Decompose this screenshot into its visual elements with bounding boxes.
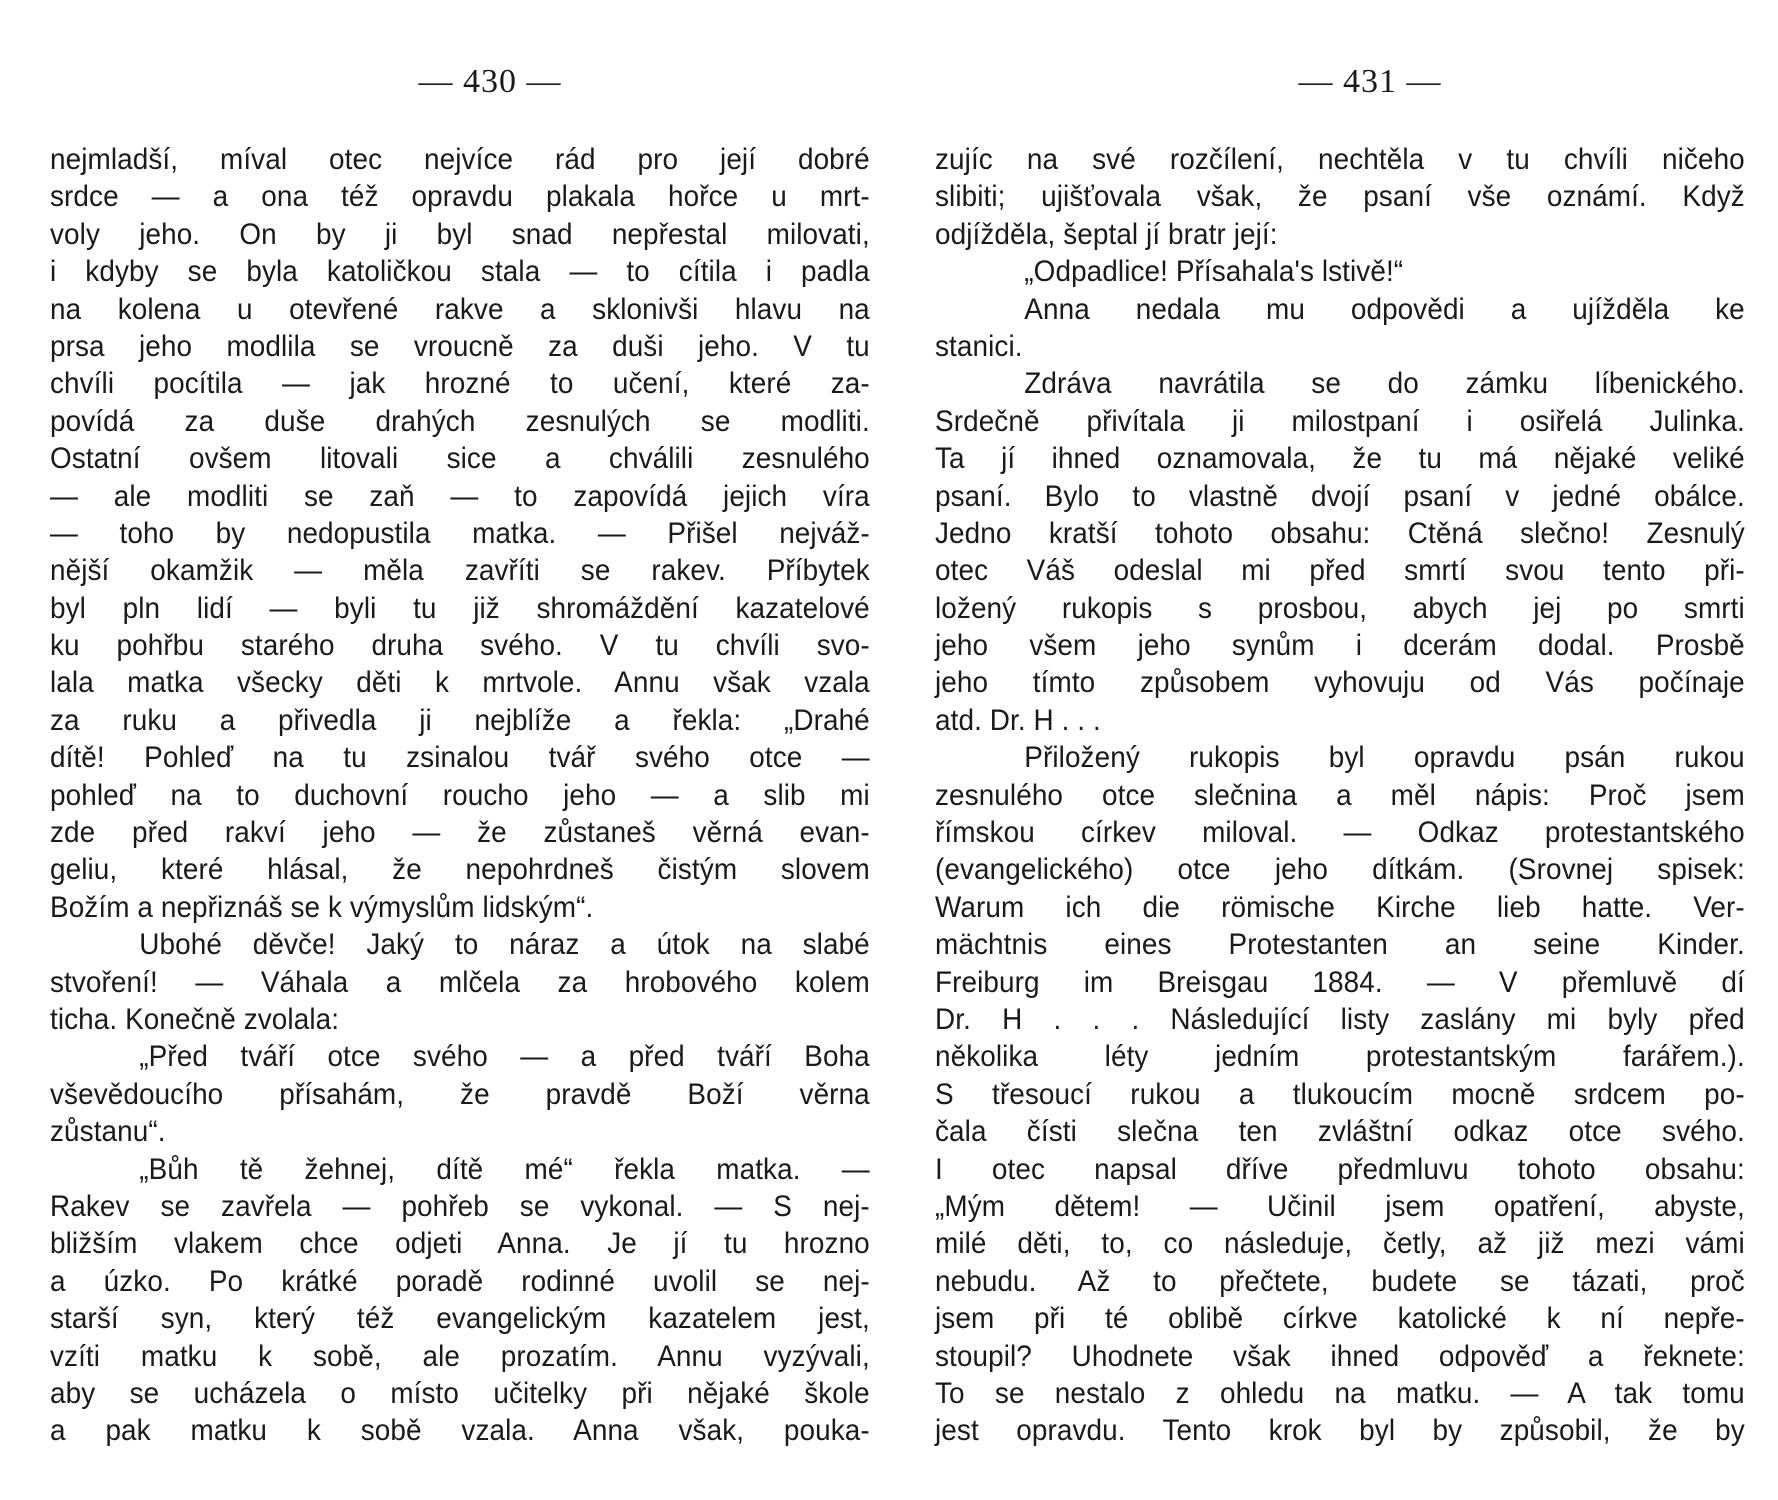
text-line: Jedno kratší tohoto obsahu: Ctěná slečno! Zesnulý [935,516,1745,550]
text-line: byl pln lidí — byli tu již shromáždění kazatelové [50,591,870,625]
text-line: „Mým dětem! — Učinil jsem opatření, abyste, [935,1189,1745,1223]
text-line: Rakev se zavřela — pohřeb se vykonal. — S nej- [50,1189,870,1223]
text-line: geliu, které hlásal, že nepohrdneš čistým slovem [50,853,870,887]
text-line: jest opravdu. Tento krok byl by způsobil, že by [935,1414,1745,1448]
text-line: Zdráva navrátila se do zámku líbenického. [1024,367,1745,401]
text-line: Ta jí ihned oznamovala, že tu má nějaké veliké [935,442,1745,476]
text-line: a úzko. Po krátké poradě rodinné uvolil se nej- [50,1264,870,1298]
text-line: milé děti, to, co následuje, četly, až již mezi vámi [935,1227,1745,1261]
text-line: zujíc na své rozčílení, nechtěla v tu chvíli ničeho [935,143,1745,176]
text-line: Dr. H . . . Následující listy zaslány mi byly před [935,1002,1745,1036]
text-line: starší syn, který též evangelickým kazatelem jest, [50,1302,870,1336]
text-line: římskou církev miloval. — Odkaz protestantského [935,816,1745,850]
text-line: čala čísti slečna ten zvláštní odkaz otce svého. [935,1115,1745,1149]
page-text [50,141,870,1450]
right-page [935,0,1745,1500]
text-line: psaní. Bylo to vlastně dvojí psaní v jedné obálce. [935,479,1745,513]
text-line: nebudu. Až to přečtete, budete se tázati, proč [935,1264,1745,1298]
text-line: zůstanu“. [50,1115,166,1149]
text-line: Anna nedala mu odpovědi a ujížděla ke [1024,292,1745,326]
text-line: vševědoucího přísahám, že pravdě Boží věrna [50,1077,870,1111]
text-line: „Bůh tě žehnej, dítě mé“ řekla matka. — [139,1152,870,1186]
text-line: několika léty jedním protestantským farářem.). [935,1040,1745,1074]
text-line: I otec napsal dříve předmluvu tohoto obsahu: [935,1152,1745,1186]
text-line: i kdyby se byla katoličkou stala — to cítila i padla [50,255,870,289]
text-line: (evangelického) otce jeho dítkám. (Srovnej spisek: [935,853,1745,887]
text-line: nější okamžik — měla zavříti se rakev. Příbytek [50,554,870,588]
text-line: ložený rukopis s prosbou, abych jej po smrti [935,591,1745,625]
text-line: bližším vlakem chce odjeti Anna. Je jí tu hrozno [50,1227,870,1261]
page-text [935,141,1745,1450]
text-line: prsa jeho modlila se vroucně za duši jeho. V tu [50,329,870,363]
text-line: vzíti matku k sobě, ale prozatím. Annu vyzývali, [50,1339,870,1373]
page-number: — 431 — [1298,63,1442,100]
text-line: srdce — a ona též opravdu plakala hořce u mrt- [50,180,870,214]
text-line: zesnulého otce slečnina a měl nápis: Proč jsem [935,778,1745,812]
text-line: — ale modliti se zaň — to zapovídá jejich víra [50,479,870,513]
page-number: — 430 — [418,63,562,100]
text-line: Božím a nepřiznáš se k výmyslům lidským“. [50,890,594,924]
text-line: S třesoucí rukou a tlukoucím mocně srdcem po- [935,1077,1745,1111]
text-line: zde před rakví jeho — že zůstaneš věrná evan- [50,816,870,850]
text-line: jsem při té oblibě církve katolické k ní nepře- [935,1302,1745,1336]
text-line: Srdečně přivítala ji milostpaní i osiřelá Julinka. [935,404,1745,438]
text-line: Ostatní ovšem litovali sice a chválili zesnulého [50,442,870,476]
text-line: Přiložený rukopis byl opravdu psán rukou [1024,741,1745,775]
text-line: Ubohé děvče! Jaký to náraz a útok na slabé [139,928,870,962]
text-line: jeho všem jeho synům i dcerám dodal. Prosbě [935,629,1745,663]
text-line: voly jeho. On by ji byl snad nepřestal milovati, [50,217,870,251]
text-line: To se nestalo z ohledu na matku. — A tak tomu [935,1376,1745,1410]
text-line: chvíli pocítila — jak hrozné to učení, které za- [50,367,870,401]
text-line: a pak matku k sobě vzala. Anna však, pouka- [50,1414,870,1448]
text-line: na kolena u otevřené rakve a sklonivši hlavu na [50,292,870,326]
text-line: stoupil? Uhodnete však ihned odpověď a řeknete: [935,1339,1745,1373]
text-line: ticha. Konečně zvolala: [50,1002,340,1036]
text-line: odjížděla, šeptal jí bratr její: [935,217,1278,251]
text-line: za ruku a přivedla ji nejblíže a řekla: „Drahé [50,703,870,737]
text-line: mächtnis eines Protestanten an seine Kinder. [935,928,1745,962]
text-line: dítě! Pohleď na tu zsinalou tvář svého otce — [50,741,870,775]
text-line: atd. Dr. H . . . [935,703,1101,737]
text-line: ku pohřbu starého druha svého. V tu chvíli svo- [50,629,870,663]
text-line: „Před tváří otce svého — a před tváří Boha [139,1040,870,1074]
text-line: pohleď na to duchovní roucho jeho — a slib mi [50,778,870,812]
left-page [50,0,870,1500]
text-line: stanici. [935,329,1023,363]
text-line: lala matka všecky děti k mrtvole. Annu však vzala [50,666,870,700]
text-line: otec Váš odeslal mi před smrtí svou tento při- [935,554,1745,588]
text-line: — toho by nedopustila matka. — Přišel nejváž- [50,516,870,550]
text-line: Warum ich die römische Kirche lieb hatte. Ver- [935,890,1745,924]
text-line: aby se ucházela o místo učitelky při nějaké škole [50,1376,870,1410]
text-line: povídá za duše drahých zesnulých se modliti. [50,404,870,438]
text-line: „Odpadlice! Přísahala's lstivě!“ [1024,255,1404,289]
text-line: jeho tímto způsobem vyhovuju od Vás počínaje [935,666,1745,700]
text-line: Freiburg im Breisgau 1884. — V přemluvě dí [935,965,1745,999]
text-line: nejmladší, míval otec nejvíce rád pro její dobré [50,143,870,176]
text-line: slibiti; ujišťovala však, že psaní vše oznámí. Když [935,180,1745,214]
text-line: stvoření! — Váhala a mlčela za hrobového kolem [50,965,870,999]
